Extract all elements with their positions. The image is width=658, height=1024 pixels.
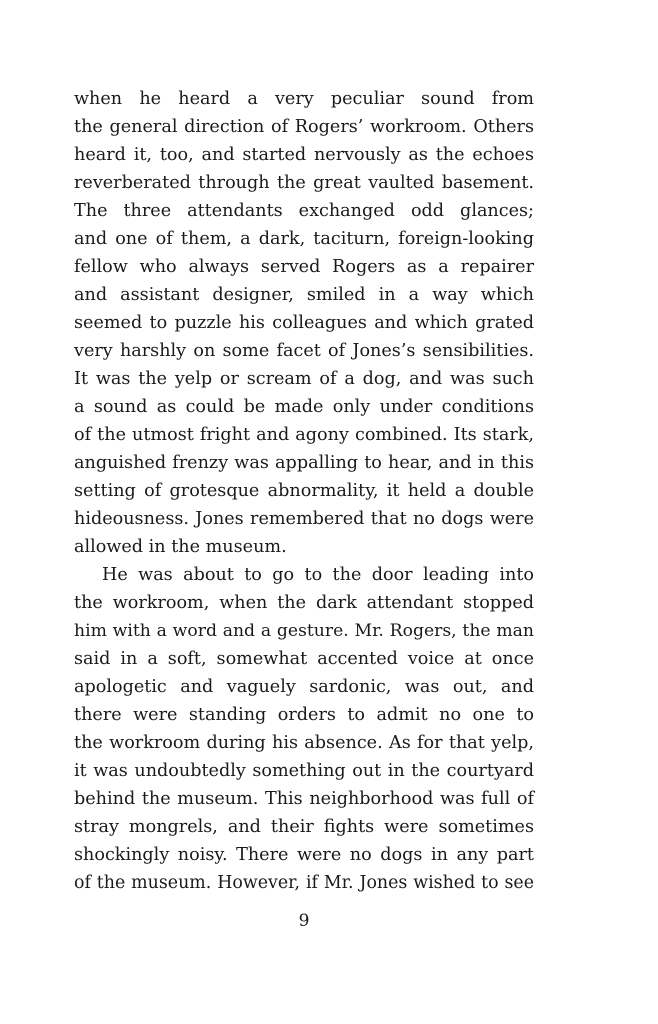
body-text [74, 85, 534, 897]
text-line: said in a soft, somewhat accented voice at once [74, 649, 534, 669]
text-line: of the utmost fright and agony combined. Its stark, [74, 425, 534, 445]
text-line: stray mongrels, and their fights were sometimes [74, 817, 534, 837]
text-line: the workroom during his absence. As for that yelp, [74, 733, 534, 753]
text-line: very harshly on some facet of Jones’s sensibilities. [74, 341, 534, 361]
text-line: of the museum. However, if Mr. Jones wished to see [74, 873, 534, 893]
text-line: when he heard a very peculiar sound from [74, 89, 534, 109]
text-line: hideousness. Jones remembered that no dogs were [74, 509, 534, 529]
text-line: fellow who always served Rogers as a repairer [74, 257, 534, 277]
text-line: anguished frenzy was appalling to hear, and in this [74, 453, 534, 473]
text-line: reverberated through the great vaulted basement. [74, 173, 534, 193]
text-line: and assistant designer, smiled in a way which [74, 285, 534, 305]
text-line: there were standing orders to admit no one to [74, 705, 534, 725]
page-number: 9 [298, 911, 310, 931]
text-line: allowed in the museum. [74, 537, 287, 557]
text-line: it was undoubtedly something out in the courtyard [74, 761, 534, 781]
text-line: It was the yelp or scream of a dog, and was such [74, 369, 534, 389]
text-line: shockingly noisy. There were no dogs in any part [74, 845, 534, 865]
text-line: The three attendants exchanged odd glances; [74, 201, 534, 221]
text-line: the general direction of Rogers’ workroom. Others [74, 117, 534, 137]
text-line: heard it, too, and started nervously as the echoes [74, 145, 534, 165]
text-line: seemed to puzzle his colleagues and which grated [74, 313, 534, 333]
text-line: setting of grotesque abnormality, it held a double [74, 481, 534, 501]
text-line: him with a word and a gesture. Mr. Rogers, the man [74, 621, 534, 641]
text-line: behind the museum. This neighborhood was full of [74, 789, 534, 809]
text-line: and one of them, a dark, taciturn, foreign-looking [74, 229, 534, 249]
text-line: apologetic and vaguely sardonic, was out, and [74, 677, 534, 697]
text-line: He was about to go to the door leading into [102, 565, 534, 585]
text-line: a sound as could be made only under conditions [74, 397, 534, 417]
text-line: the workroom, when the dark attendant stopped [74, 593, 534, 613]
